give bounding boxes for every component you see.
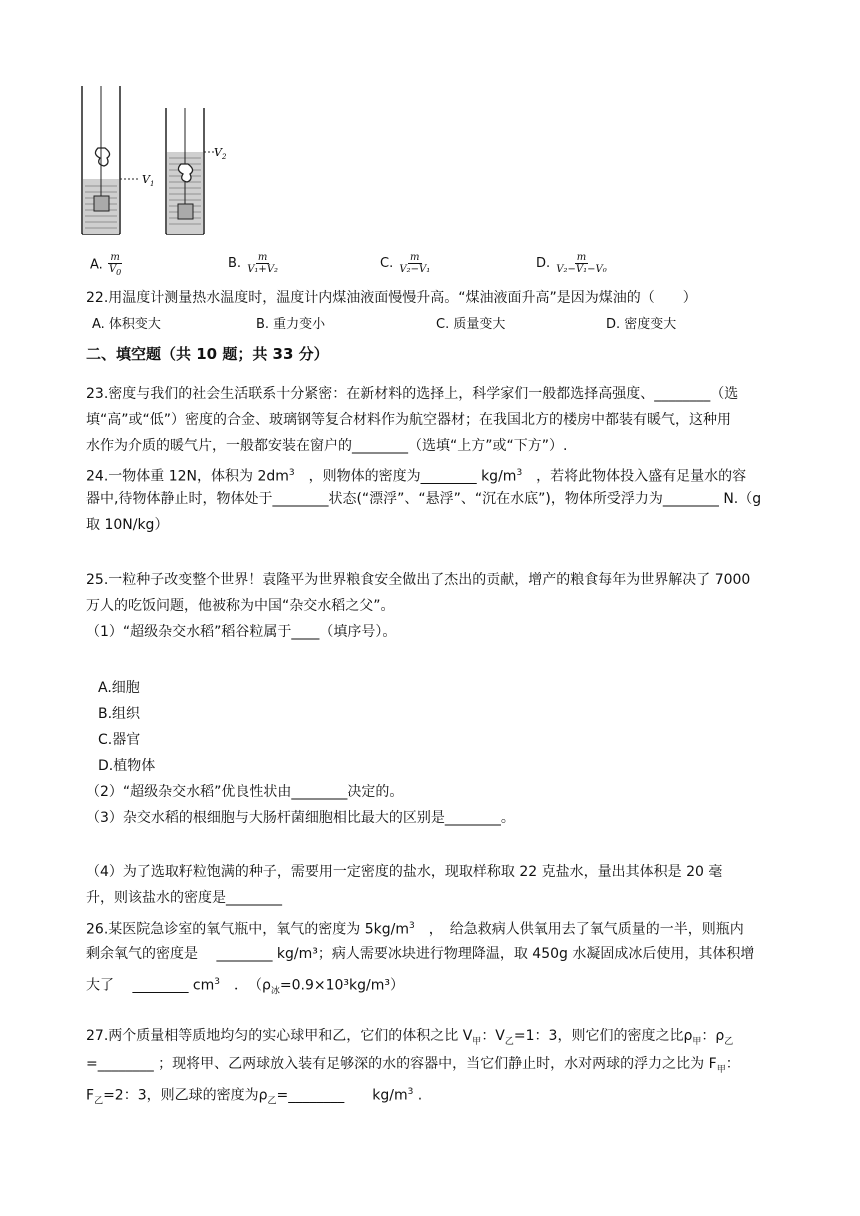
- text: .: [413, 1087, 423, 1104]
- q24-line-1: [86, 463, 786, 487]
- q22-option-a[interactable]: A. 体积变大: [92, 317, 161, 332]
- q25-line-1: 25.一粒种子改变整个世界！袁隆平为世界粮食安全做出了杰出的贡献，增产的粮食每年为世界解决了 7000: [86, 572, 751, 588]
- fraction: [245, 252, 280, 275]
- q26-line-3: [86, 972, 786, 1001]
- text: 24.一物体重 12N，体积为 2dm: [86, 468, 289, 485]
- denominator: V₂−V₁: [399, 264, 431, 275]
- section-title: 二、填空题（共 10 题；共 33 分）: [86, 345, 329, 363]
- q25-choice-d: D.植物体: [98, 758, 156, 774]
- text: 27.两个质量相等质地均匀的实心球甲和乙，它们的体积之比 V: [86, 1028, 473, 1044]
- superscript: 3: [288, 468, 295, 478]
- superscript: 3: [214, 977, 220, 987]
- subscript: 乙: [724, 1036, 734, 1047]
- text: ，若将此物体投入盛有足量水的容: [522, 468, 747, 485]
- q22-option-b[interactable]: B. 重力变小: [256, 317, 326, 332]
- q26-line-2: 剩余氧气的密度是 ________ kg/m³；病人需要冰块进行物理降温，取 450g 水凝固成冰后使用，其体积增: [86, 946, 755, 962]
- cylinder-left: [82, 86, 140, 234]
- fraction: [554, 252, 608, 275]
- denominator: V₂−V₁−V₀: [556, 264, 607, 275]
- text: =0.9×10³kg/m³）: [279, 977, 405, 994]
- superscript: 3: [407, 1087, 414, 1097]
- text: ：ρ: [701, 1028, 725, 1044]
- q22-option-d[interactable]: D. 密度变大: [606, 317, 677, 332]
- q23-line-3: 水作为介质的暖气片，一般都安装在窗户的________（选填“上方”或“下方”）.: [86, 438, 568, 454]
- subscript: 乙: [267, 1096, 277, 1107]
- q21-option-b[interactable]: [228, 252, 280, 275]
- cylinder-right: [166, 108, 214, 234]
- text: ，则物体的密度为________ kg/m: [294, 468, 517, 485]
- text: ． （ρ: [219, 977, 271, 994]
- denominator: V₁+V₂: [247, 264, 279, 275]
- q26-line-1: [86, 916, 786, 940]
- v1-label: $V_1$: [142, 173, 155, 188]
- q22-option-c[interactable]: C. 质量变大: [436, 317, 506, 332]
- q23-line-1: 23.密度与我们的社会生活联系十分紧密：在新材料的选择上，科学家们一般都选择高强度、________（选: [86, 386, 739, 402]
- numerator: m: [257, 252, 268, 263]
- numerator: m: [110, 252, 120, 263]
- text: 大了 ________ cm: [86, 977, 215, 994]
- text: ：V: [481, 1028, 505, 1044]
- v2-label: $V_2$: [214, 146, 227, 161]
- q23-line-2: 填“高”或“低”）密度的合金、玻璃钢等复合材料作为航空器材；在我国北方的楼房中都装有暖气，这种用: [86, 412, 732, 428]
- fraction: [107, 252, 123, 278]
- q25-sub-4b: 升，则该盐水的密度是________: [86, 890, 282, 906]
- subscript: 甲: [692, 1036, 702, 1047]
- text: =________ ；现将甲、乙两球放入装有足够深的水的容器中，当它们静止时，水对两球的浮力之比为 F: [86, 1056, 717, 1072]
- q21-option-a[interactable]: [90, 252, 123, 278]
- text: =________ kg/m: [276, 1087, 408, 1104]
- subscript: 冰: [270, 986, 280, 997]
- text: ：: [725, 1056, 740, 1072]
- text: ， 给急救病人供氧用去了氧气质量的一半，则瓶内: [414, 921, 744, 938]
- q27-line-3: [86, 1082, 786, 1111]
- numerator: m: [410, 252, 420, 263]
- subscript: 甲: [716, 1064, 726, 1075]
- q21-option-c[interactable]: [380, 252, 432, 275]
- fraction: [397, 252, 432, 275]
- option-letter: D.: [536, 256, 551, 271]
- q21-option-d[interactable]: [536, 252, 609, 275]
- q25-sub-3: （3）杂交水稻的根细胞与大肠杆菌细胞相比最大的区别是________。: [86, 810, 515, 826]
- subscript: 甲: [472, 1036, 482, 1047]
- q27-line-1: [86, 1026, 786, 1052]
- q27-line-2: [86, 1054, 786, 1080]
- q25-sub-4a: （4）为了选取籽粒饱满的种子，需要用一定密度的盐水，现取样称取 22 克盐水，量出其体积是 20 毫: [86, 864, 723, 880]
- den-text: V: [108, 264, 117, 275]
- denominator: [107, 264, 123, 278]
- q25-sub-2: （2）“超级杂交水稻”优良性状由________决定的。: [86, 784, 404, 800]
- subscript: 乙: [504, 1036, 514, 1047]
- q25-choice-c: C.器官: [98, 732, 141, 748]
- graduated-cylinder-figure: [80, 86, 230, 238]
- subscript: 乙: [94, 1096, 104, 1107]
- option-letter: C.: [380, 256, 394, 271]
- text: F: [86, 1087, 95, 1104]
- text: =1：3，则它们的密度之比ρ: [513, 1028, 693, 1044]
- superscript: 3: [408, 921, 415, 931]
- q25-choice-a: A.细胞: [98, 680, 140, 696]
- text: =2：3，则乙球的密度为ρ: [103, 1087, 268, 1104]
- q22-stem: 22.用温度计测量热水温度时，温度计内煤油液面慢慢升高。“煤油液面升高”是因为煤油的（ ）: [86, 290, 697, 306]
- q24-line-3: 取 10N/kg）: [86, 517, 169, 533]
- numerator: m: [576, 252, 587, 263]
- text: 26.某医院急诊室的氧气瓶中，氧气的密度为 5kg/m: [86, 921, 409, 938]
- q25-sub-1: （1）“超级杂交水稻”稻谷粒属于____（填序号）。: [86, 624, 397, 640]
- den-subscript: 0: [116, 268, 122, 277]
- q24-line-2: 器中,待物体静止时，物体处于________状态(“漂浮”、“悬浮”、“沉在水底”)，物体所受浮力为________ N.（g: [86, 491, 762, 507]
- superscript: 3: [516, 468, 523, 478]
- option-letter: A.: [90, 257, 103, 273]
- option-letter: B.: [228, 256, 242, 271]
- q25-line-2: 万人的吃饭问题，他被称为中国“杂交水稻之父”。: [86, 598, 395, 614]
- q25-choice-b: B.组织: [98, 706, 141, 722]
